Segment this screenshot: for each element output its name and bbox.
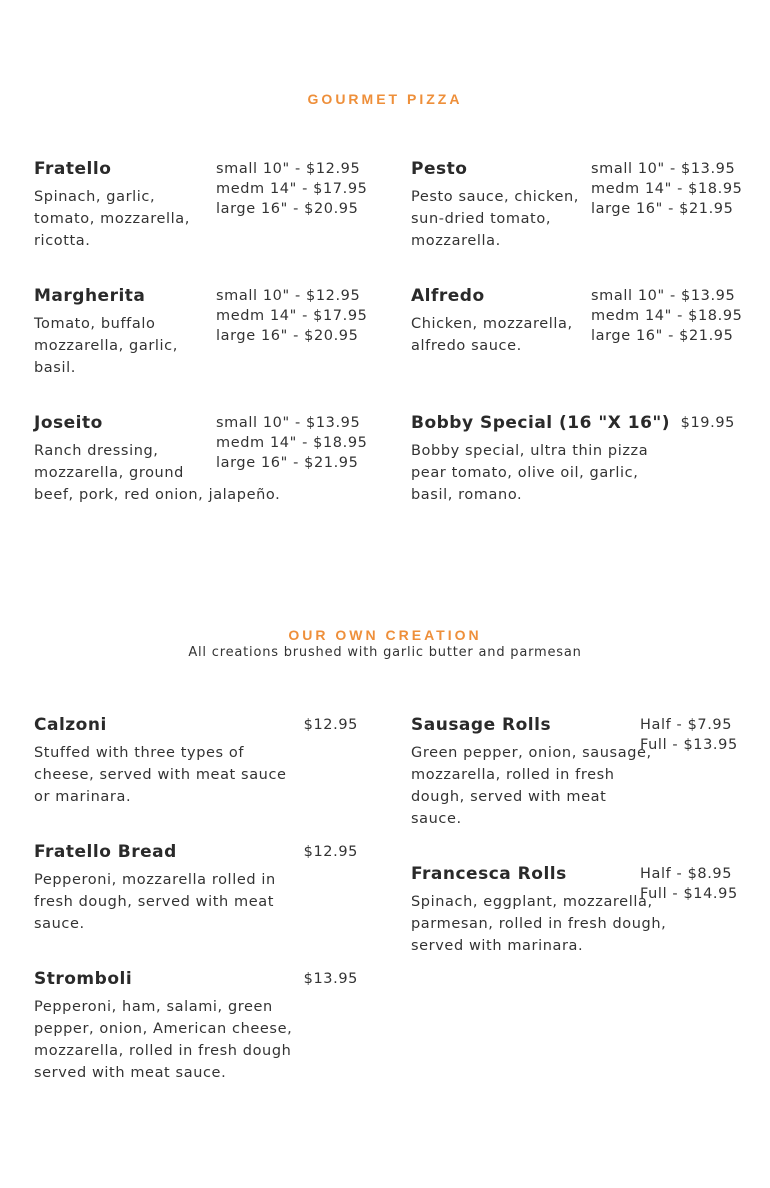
price-small: small 10" - $12.95 (216, 161, 361, 177)
section-subtitle: All creations brushed with garlic butter and parmesan (188, 645, 582, 660)
item-prices (216, 286, 368, 346)
menu-item-joseito (34, 413, 368, 506)
section-title-gourmet-pizza: GOURMET PIZZA (307, 91, 463, 107)
price-small: small 10" - $13.95 (591, 161, 736, 177)
item-description: Tomato, buffalo mozzarella, garlic, basil. (34, 316, 178, 376)
description-line: Bobby special, ultra thin pizza (411, 443, 649, 459)
description-line: beef, pork, red onion, jalapeño. (34, 487, 281, 503)
price-medium: medm 14" - $17.95 (216, 181, 368, 197)
menu-item-bobby-special (411, 413, 741, 506)
price-medium: medm 14" - $18.95 (591, 181, 743, 197)
item-name: Sausage Rolls (411, 715, 552, 735)
price: $12.95 (303, 717, 358, 733)
price-full: Full - $13.95 (640, 737, 738, 753)
item-name: Calzoni (34, 715, 107, 735)
price-small: small 10" - $13.95 (591, 288, 736, 304)
menu-item-francesca-rolls (411, 864, 741, 957)
item-name: Stromboli (34, 969, 133, 989)
item-description: Pesto sauce, chicken, sun-dried tomato, mozzarella. (411, 189, 579, 249)
menu-item-stromboli (34, 969, 364, 1084)
description-line: Ranch dressing, (34, 443, 159, 459)
item-name: Francesca Rolls (411, 864, 567, 884)
item-description: Pepperoni, ham, salami, green pepper, onion, American cheese, mozzarella, rolled in fresh dough served with meat sauce. (34, 999, 293, 1081)
item-description: Stuffed with three types of cheese, served with meat sauce or marinara. (34, 745, 287, 805)
price-half: Half - $8.95 (640, 866, 733, 882)
menu-item-calzoni (34, 715, 364, 808)
price-large: large 16" - $20.95 (216, 201, 359, 217)
description-line: pear tomato, olive oil, garlic, (411, 465, 639, 481)
item-name: Fratello (34, 159, 112, 179)
item-name: Fratello Bread (34, 842, 177, 862)
item-description: Pepperoni, mozzarella rolled in fresh dough, served with meat sauce. (34, 872, 276, 932)
description-line: mozzarella, ground (34, 465, 184, 481)
item-prices (681, 413, 735, 433)
price-small: small 10" - $13.95 (216, 415, 361, 431)
menu-item-sausage-rolls (411, 715, 741, 830)
price: $12.95 (303, 844, 358, 860)
menu-item-fratello (34, 159, 368, 252)
item-prices (640, 864, 738, 904)
price-large: large 16" - $21.95 (591, 328, 734, 344)
item-description (411, 440, 741, 506)
price-medium: medm 14" - $18.95 (216, 435, 368, 451)
menu-item-alfredo (411, 286, 741, 357)
item-description: Green pepper, onion, sausage, mozzarella, rolled in fresh dough, served with meat sauce. (411, 745, 652, 827)
item-name: Margherita (34, 286, 146, 306)
item-prices (304, 842, 358, 862)
price: $19.95 (680, 415, 735, 431)
item-description: Spinach, eggplant, mozzarella, parmesan, rolled in fresh dough, served with marinara. (411, 894, 667, 954)
price-large: large 16" - $20.95 (216, 328, 359, 344)
price-large: large 16" - $21.95 (591, 201, 734, 217)
price-large: large 16" - $21.95 (216, 455, 359, 471)
item-prices (591, 286, 743, 346)
item-prices (304, 969, 358, 989)
item-prices (304, 715, 358, 735)
item-name: Pesto (411, 159, 468, 179)
description-line: basil, romano. (411, 487, 523, 503)
price-half: Half - $7.95 (640, 717, 733, 733)
price-small: small 10" - $12.95 (216, 288, 361, 304)
item-prices (216, 413, 368, 473)
item-description: Spinach, garlic, tomato, mozzarella, ricotta. (34, 189, 190, 249)
item-prices (216, 159, 368, 219)
price: $13.95 (303, 971, 358, 987)
item-description: Chicken, mozzarella, alfredo sauce. (411, 316, 573, 354)
item-prices (640, 715, 738, 755)
menu-item-pesto (411, 159, 741, 252)
item-prices (591, 159, 743, 219)
price-medium: medm 14" - $18.95 (591, 308, 743, 324)
item-name: Joseito (34, 413, 103, 433)
menu-item-margherita (34, 286, 368, 379)
menu-item-fratello-bread (34, 842, 364, 935)
price-medium: medm 14" - $17.95 (216, 308, 368, 324)
item-name: Bobby Special (16 "X 16") (411, 413, 671, 433)
section-title-own-creation: OUR OWN CREATION (288, 627, 482, 643)
item-name: Alfredo (411, 286, 485, 306)
price-full: Full - $14.95 (640, 886, 738, 902)
